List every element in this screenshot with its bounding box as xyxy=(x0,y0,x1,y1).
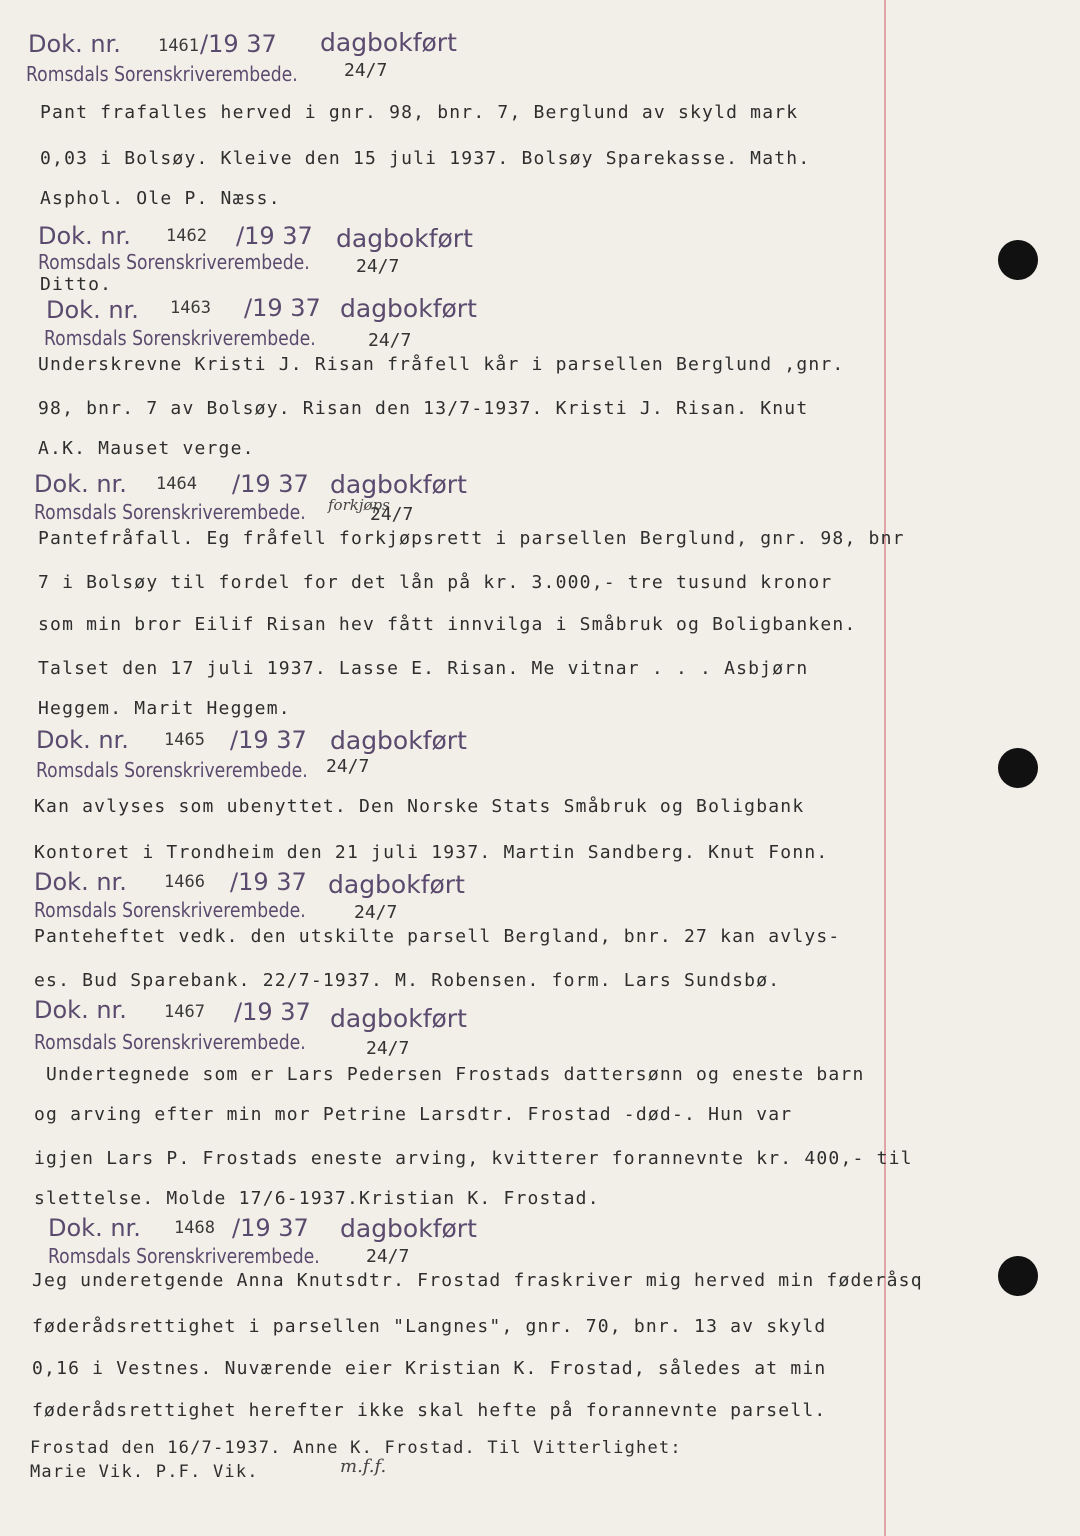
dok-number: 1462 xyxy=(166,226,207,246)
text-line: Asphol. Ole P. Næss. xyxy=(40,188,281,209)
dok-number: 1468 xyxy=(174,1218,215,1238)
text-line: igjen Lars P. Frostads eneste arving, kvitterer forannevnte kr. 400,- til xyxy=(34,1148,913,1169)
text-line: Undertegnede som er Lars Pedersen Frostads dattersønn og eneste barn xyxy=(46,1064,865,1085)
dok-year: /19 37 xyxy=(232,1214,309,1242)
dagbokfort-stamp: dagbokført xyxy=(330,726,467,755)
text-line: slettelse. Molde 17/6-1937.Kristian K. Frostad. xyxy=(34,1188,600,1209)
text-line: Pantefråfall. Eg fråfell forkjøpsrett i parsellen Berglund, gnr. 98, bnr xyxy=(38,528,905,549)
text-line: 0,03 i Bolsøy. Kleive den 15 juli 1937. Bolsøy Sparekasse. Math. xyxy=(40,148,811,169)
dok-label: Dok. nr. xyxy=(28,30,121,58)
text-line: 98, bnr. 7 av Bolsøy. Risan den 13/7-1937. Kristi J. Risan. Knut xyxy=(38,398,809,419)
entry-date: 24/7 xyxy=(356,256,400,277)
dok-number: 1461 xyxy=(158,36,199,56)
dok-year: /19 37 xyxy=(236,222,313,250)
dagbokfort-stamp: dagbokført xyxy=(340,294,477,323)
dagbokfort-stamp: dagbokført xyxy=(330,1004,467,1033)
margin-note-forkjops: forkjøps xyxy=(328,496,390,514)
dagbokfort-stamp: dagbokført xyxy=(340,1214,477,1243)
office-stamp: Romsdals Sorenskriverembede. xyxy=(26,62,298,86)
dagbokfort-stamp: dagbokført xyxy=(330,470,467,499)
dok-label: Dok. nr. xyxy=(36,726,129,754)
dok-year: /19 37 xyxy=(230,726,307,754)
text-line: Kontoret i Trondheim den 21 juli 1937. Martin Sandberg. Knut Fonn. xyxy=(34,842,829,863)
text-line: føderådsrettighet i parsellen "Langnes", gnr. 70, bnr. 13 av skyld xyxy=(32,1316,827,1337)
office-stamp: Romsdals Sorenskriverembede. xyxy=(36,758,308,782)
office-stamp: Romsdals Sorenskriverembede. xyxy=(48,1244,320,1268)
entry-date: 24/7 xyxy=(344,60,388,81)
entry-date: 24/7 xyxy=(368,330,412,351)
office-stamp: Romsdals Sorenskriverembede. xyxy=(38,250,310,274)
text-line: Panteheftet vedk. den utskilte parsell Bergland, bnr. 27 kan avlys- xyxy=(34,926,841,947)
dok-label: Dok. nr. xyxy=(48,1214,141,1242)
text-line: Frostad den 16/7-1937. Anne K. Frostad. Til Vitterlighet: xyxy=(30,1438,682,1458)
dok-label: Dok. nr. xyxy=(34,996,127,1024)
binder-hole-top xyxy=(998,240,1038,280)
dok-label: Dok. nr. xyxy=(34,868,127,896)
entry-date: 24/7 xyxy=(354,902,398,923)
entry-date: 24/7 xyxy=(366,1246,410,1267)
margin-line xyxy=(884,0,886,1536)
binder-hole-bottom xyxy=(998,1256,1038,1296)
dagbokfort-stamp: dagbokført xyxy=(336,224,473,253)
dagbokfort-stamp: dagbokført xyxy=(320,28,457,57)
text-line: Talset den 17 juli 1937. Lasse E. Risan. Me vitnar . . . Asbjørn xyxy=(38,658,809,679)
text-line: Underskrevne Kristi J. Risan fråfell kår i parsellen Berglund ,gnr. xyxy=(38,354,845,375)
text-line: A.K. Mauset verge. xyxy=(38,438,255,459)
dok-year: /19 37 xyxy=(200,30,277,58)
text-line: som min bror Eilif Risan hev fått innvilga i Småbruk og Boligbanken. xyxy=(38,614,857,635)
office-stamp: Romsdals Sorenskriverembede. xyxy=(34,898,306,922)
dok-year: /19 37 xyxy=(244,294,321,322)
entry-date: 24/7 xyxy=(366,1038,410,1059)
text-line: Ditto. xyxy=(40,274,113,295)
dok-label: Dok. nr. xyxy=(38,222,131,250)
text-line: Kan avlyses som ubenyttet. Den Norske Stats Småbruk og Boligbank xyxy=(34,796,805,817)
text-line: 7 i Bolsøy til fordel for det lån på kr. 3.000,- tre tusund kronor xyxy=(38,572,833,593)
office-stamp: Romsdals Sorenskriverembede. xyxy=(34,1030,306,1054)
entry-date: 24/7 xyxy=(326,756,370,777)
dok-label: Dok. nr. xyxy=(46,296,139,324)
binder-hole-middle xyxy=(998,748,1038,788)
text-line: føderådsrettighet herefter ikke skal hefte på forannevnte parsell. xyxy=(32,1400,827,1421)
text-line: og arving efter min mor Petrine Larsdtr. Frostad -død-. Hun var xyxy=(34,1104,793,1125)
dok-year: /19 37 xyxy=(232,470,309,498)
office-stamp: Romsdals Sorenskriverembede. xyxy=(34,500,306,524)
entry-date: 24/7 xyxy=(370,504,414,525)
text-line: Pant frafalles herved i gnr. 98, bnr. 7, Berglund av skyld mark xyxy=(40,102,799,123)
dok-number: 1466 xyxy=(164,872,205,892)
dok-year: /19 37 xyxy=(234,998,311,1026)
text-line: es. Bud Sparebank. 22/7-1937. M. Robensen. form. Lars Sundsbø. xyxy=(34,970,781,991)
dok-number: 1464 xyxy=(156,474,197,494)
dok-number: 1465 xyxy=(164,730,205,750)
dok-number: 1463 xyxy=(170,298,211,318)
text-line: 0,16 i Vestnes. Nuværende eier Kristian K. Frostad, således at min xyxy=(32,1358,827,1379)
dok-label: Dok. nr. xyxy=(34,470,127,498)
office-stamp: Romsdals Sorenskriverembede. xyxy=(44,326,316,350)
dok-number: 1467 xyxy=(164,1002,205,1022)
handwritten-initials: m.f.f. xyxy=(340,1456,387,1477)
text-line: Jeg underetgende Anna Knutsdtr. Frostad fraskriver mig herved min føderåsq xyxy=(32,1270,923,1291)
text-line: Heggem. Marit Heggem. xyxy=(38,698,291,719)
dagbokfort-stamp: dagbokført xyxy=(328,870,465,899)
dok-year: /19 37 xyxy=(230,868,307,896)
text-line: Marie Vik. P.F. Vik. xyxy=(30,1462,259,1482)
